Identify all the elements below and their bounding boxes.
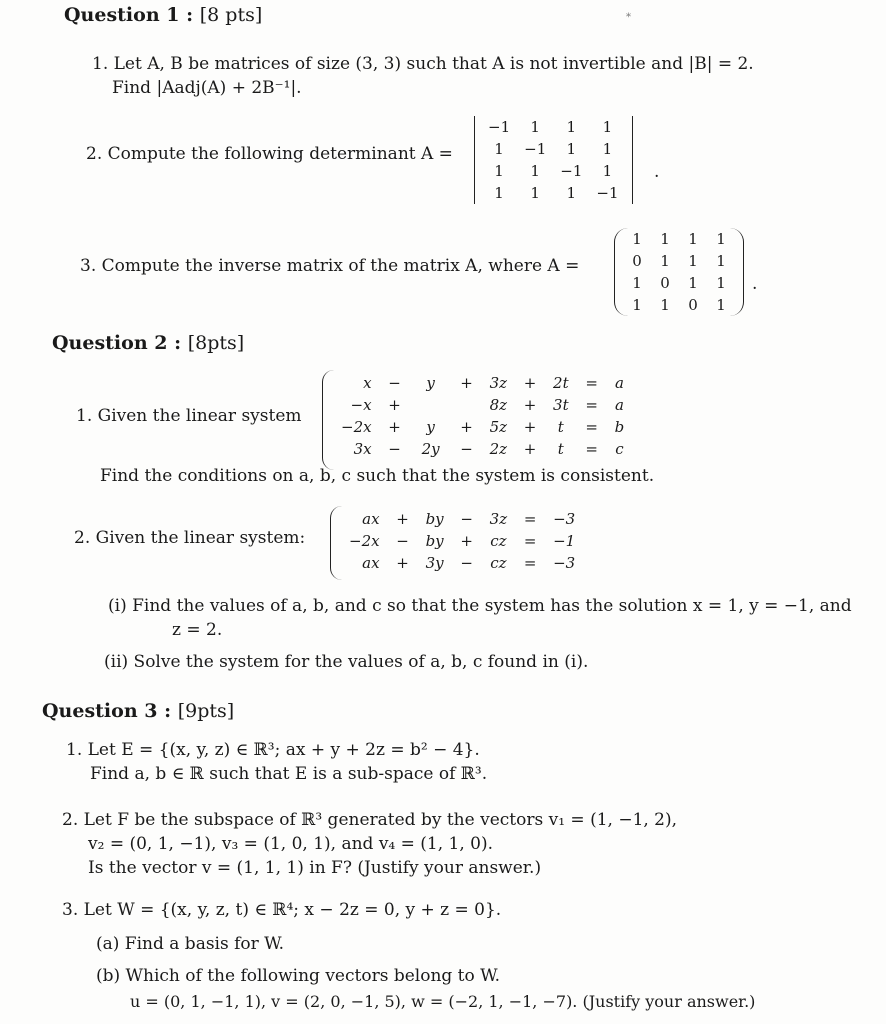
matrix-cell: 1 [602, 118, 613, 136]
equation-term: x [363, 374, 372, 392]
matrix-cell: 1 [494, 140, 504, 158]
q1-inverse-matrix [614, 228, 744, 316]
q2-item1-text: 1. Given the linear system [76, 406, 302, 426]
equation-term: ax [362, 554, 380, 572]
q3-item2-line1: 2. Let F be the subspace of ℝ³ generated by the vectors v₁ = (1, −1, 2), [62, 810, 678, 830]
q3-heading [42, 700, 234, 722]
matrix-cell: 1 [716, 230, 726, 248]
q1-heading-label: Question 1 : [64, 4, 194, 26]
determinant-matrix [481, 116, 626, 204]
equation-row [336, 394, 629, 416]
equation-term: 3z [489, 510, 508, 528]
system2-brace [330, 506, 343, 580]
equation-operator: + [523, 396, 537, 414]
matrix-row [623, 228, 735, 250]
q1-item2-end: . [654, 162, 660, 182]
q2-points: [8pts] [187, 332, 245, 354]
matrix-cell: 1 [660, 252, 670, 270]
matrix-cell: 1 [688, 230, 698, 248]
equation-operator: − [388, 440, 401, 458]
equation-operator: = [523, 532, 537, 550]
matrix-row [481, 160, 626, 182]
equation-operator: + [460, 418, 473, 436]
equation-row [344, 530, 580, 552]
q3-sub-b-line2: u = (0, 1, −1, 1), v = (2, 0, −1, 5), w = (−2, 1, −1, −7). (Justify your answer.) [130, 992, 756, 1011]
equation-term: 8z [489, 396, 508, 414]
equation-term: −3 [553, 510, 576, 528]
system1-table [336, 372, 629, 460]
matrix-cell: 1 [530, 162, 540, 180]
equation-row [336, 416, 629, 438]
q1-item1-line1: 1. Let A, B be matrices of size (3, 3) such that A is not invertible and |B| = 2. [92, 54, 754, 74]
matrix-cell: 1 [632, 296, 642, 314]
matrix-cell: 1 [494, 162, 504, 180]
q3-item3-line1: 3. Let W = {(x, y, z, t) ∈ ℝ⁴; x − 2z = 0, y + z = 0}. [62, 900, 502, 920]
equation-term: 2y [421, 440, 440, 458]
matrix-cell: 1 [602, 162, 613, 180]
equation-operator: − [460, 510, 473, 528]
equation-row [336, 372, 629, 394]
equation-term: −2x [341, 418, 372, 436]
inverse-matrix [623, 228, 735, 316]
equation-row [344, 552, 580, 574]
equation-term: a [614, 396, 624, 414]
equation-operator: − [388, 374, 401, 392]
matrix-cell: −1 [560, 162, 583, 180]
q3-heading-label: Question 3 : [42, 700, 172, 722]
equation-term: cz [490, 532, 507, 550]
q1-item3-text: 3. Compute the inverse matrix of the matrix A, where A = [80, 256, 580, 276]
system1-brace [322, 370, 335, 470]
equation-term: y [426, 418, 435, 436]
matrix-row [481, 182, 626, 204]
matrix-cell: 1 [688, 252, 698, 270]
matrix-cell: 0 [632, 252, 642, 270]
equation-row [336, 438, 629, 460]
matrix-cell: 0 [688, 296, 698, 314]
equation-term: by [425, 510, 444, 528]
matrix-cell: 1 [566, 184, 577, 202]
matrix-cell: 1 [530, 118, 540, 136]
matrix-cell: 1 [660, 230, 670, 248]
equation-operator [413, 394, 449, 416]
matrix-row [623, 294, 735, 316]
q1-points: [8 pts] [199, 4, 263, 26]
equation-term: b [614, 418, 625, 436]
equation-operator: = [585, 374, 598, 392]
q2-sub-i-line2: z = 2. [172, 620, 223, 640]
matrix-row [623, 272, 735, 294]
equation-term: a [614, 374, 624, 392]
q1-heading [64, 4, 262, 26]
q2-heading-label: Question 2 : [52, 332, 182, 354]
q2-sub-ii: (ii) Solve the system for the values of a, b, c found in (i). [104, 652, 589, 672]
q3-item1-line1: 1. Let E = {(x, y, z) ∈ ℝ³; ax + y + 2z = b² − 4}. [66, 740, 480, 760]
matrix-row [481, 138, 626, 160]
equation-term: ax [362, 510, 380, 528]
equation-term: 3t [553, 396, 569, 414]
q3-sub-b-line1: (b) Which of the following vectors belong to W. [96, 966, 501, 986]
equation-operator: − [460, 440, 473, 458]
equation-operator: + [388, 418, 401, 436]
equation-operator: = [523, 554, 537, 572]
equation-term: −x [350, 396, 372, 414]
matrix-cell: 1 [566, 140, 577, 158]
q1-item1-line2: Find |Aadj(A) + 2B⁻¹|. [112, 78, 302, 98]
q3-item2-line2: v₂ = (0, 1, −1), v₃ = (1, 0, 1), and v₄ = (1, 1, 0). [88, 834, 494, 854]
equation-operator [449, 394, 485, 416]
matrix-cell: 1 [530, 184, 540, 202]
system2 [344, 508, 580, 574]
q3-sub-a: (a) Find a basis for W. [96, 934, 285, 954]
q2-heading [52, 332, 244, 354]
equation-term: −3 [553, 554, 576, 572]
equation-term: by [425, 532, 444, 550]
q1-item2-text: 2. Compute the following determinant A = [86, 144, 453, 164]
equation-operator: + [523, 374, 537, 392]
equation-term: −1 [553, 532, 576, 550]
q1-determinant [474, 116, 633, 204]
matrix-cell: 1 [632, 274, 642, 292]
equation-operator: + [388, 396, 401, 414]
stray-mark: * [626, 12, 631, 23]
q2-item1-after: Find the conditions on a, b, c such that the system is consistent. [100, 466, 655, 486]
q3-item2-line3: Is the vector v = (1, 1, 1) in F? (Justify your answer.) [88, 858, 542, 878]
equation-term: t [557, 440, 564, 458]
system2-table [344, 508, 580, 574]
equation-term: 3y [425, 554, 444, 572]
matrix-row [623, 250, 735, 272]
q2-item2-text: 2. Given the linear system: [74, 528, 306, 548]
equation-operator: + [396, 554, 409, 572]
matrix-cell: 1 [494, 184, 504, 202]
matrix-cell: 1 [716, 252, 726, 270]
equation-term: t [557, 418, 564, 436]
q1-item3-end: . [752, 274, 758, 294]
q2-sub-i-line1: (i) Find the values of a, b, and c so that the system has the solution x = 1, y = −1, and [108, 596, 852, 616]
equation-term: c [615, 440, 624, 458]
matrix-cell: −1 [524, 140, 547, 158]
equation-operator: + [396, 510, 409, 528]
system1 [336, 372, 629, 460]
matrix-cell: 0 [660, 274, 670, 292]
matrix-cell: 1 [716, 296, 726, 314]
q3-item1-line2: Find a, b ∈ ℝ such that E is a sub-space of ℝ³. [90, 764, 488, 784]
equation-operator: = [585, 440, 598, 458]
matrix-cell: 1 [660, 296, 670, 314]
equation-operator: = [523, 510, 537, 528]
matrix-cell: 1 [602, 140, 613, 158]
matrix-cell: 1 [566, 118, 577, 136]
equation-operator: + [523, 418, 537, 436]
equation-operator: − [396, 532, 409, 550]
equation-term: 2t [553, 374, 569, 392]
matrix-cell: 1 [632, 230, 642, 248]
q3-points: [9pts] [177, 700, 235, 722]
equation-row [344, 508, 580, 530]
equation-operator: − [460, 554, 473, 572]
equation-operator: + [523, 440, 537, 458]
matrix-cell: 1 [688, 274, 698, 292]
equation-operator: + [460, 374, 473, 392]
equation-term: −2x [349, 532, 380, 550]
equation-term: 5z [489, 418, 508, 436]
equation-operator: + [460, 532, 473, 550]
matrix-cell: −1 [596, 184, 619, 202]
equation-term: 3x [353, 440, 372, 458]
equation-term: y [426, 374, 435, 392]
equation-operator: = [585, 418, 598, 436]
matrix-row [481, 116, 626, 138]
equation-term: cz [490, 554, 507, 572]
equation-operator: = [585, 396, 598, 414]
equation-term: 3z [489, 374, 508, 392]
equation-term: 2z [489, 440, 508, 458]
matrix-cell: 1 [716, 274, 726, 292]
matrix-cell: −1 [488, 118, 511, 136]
